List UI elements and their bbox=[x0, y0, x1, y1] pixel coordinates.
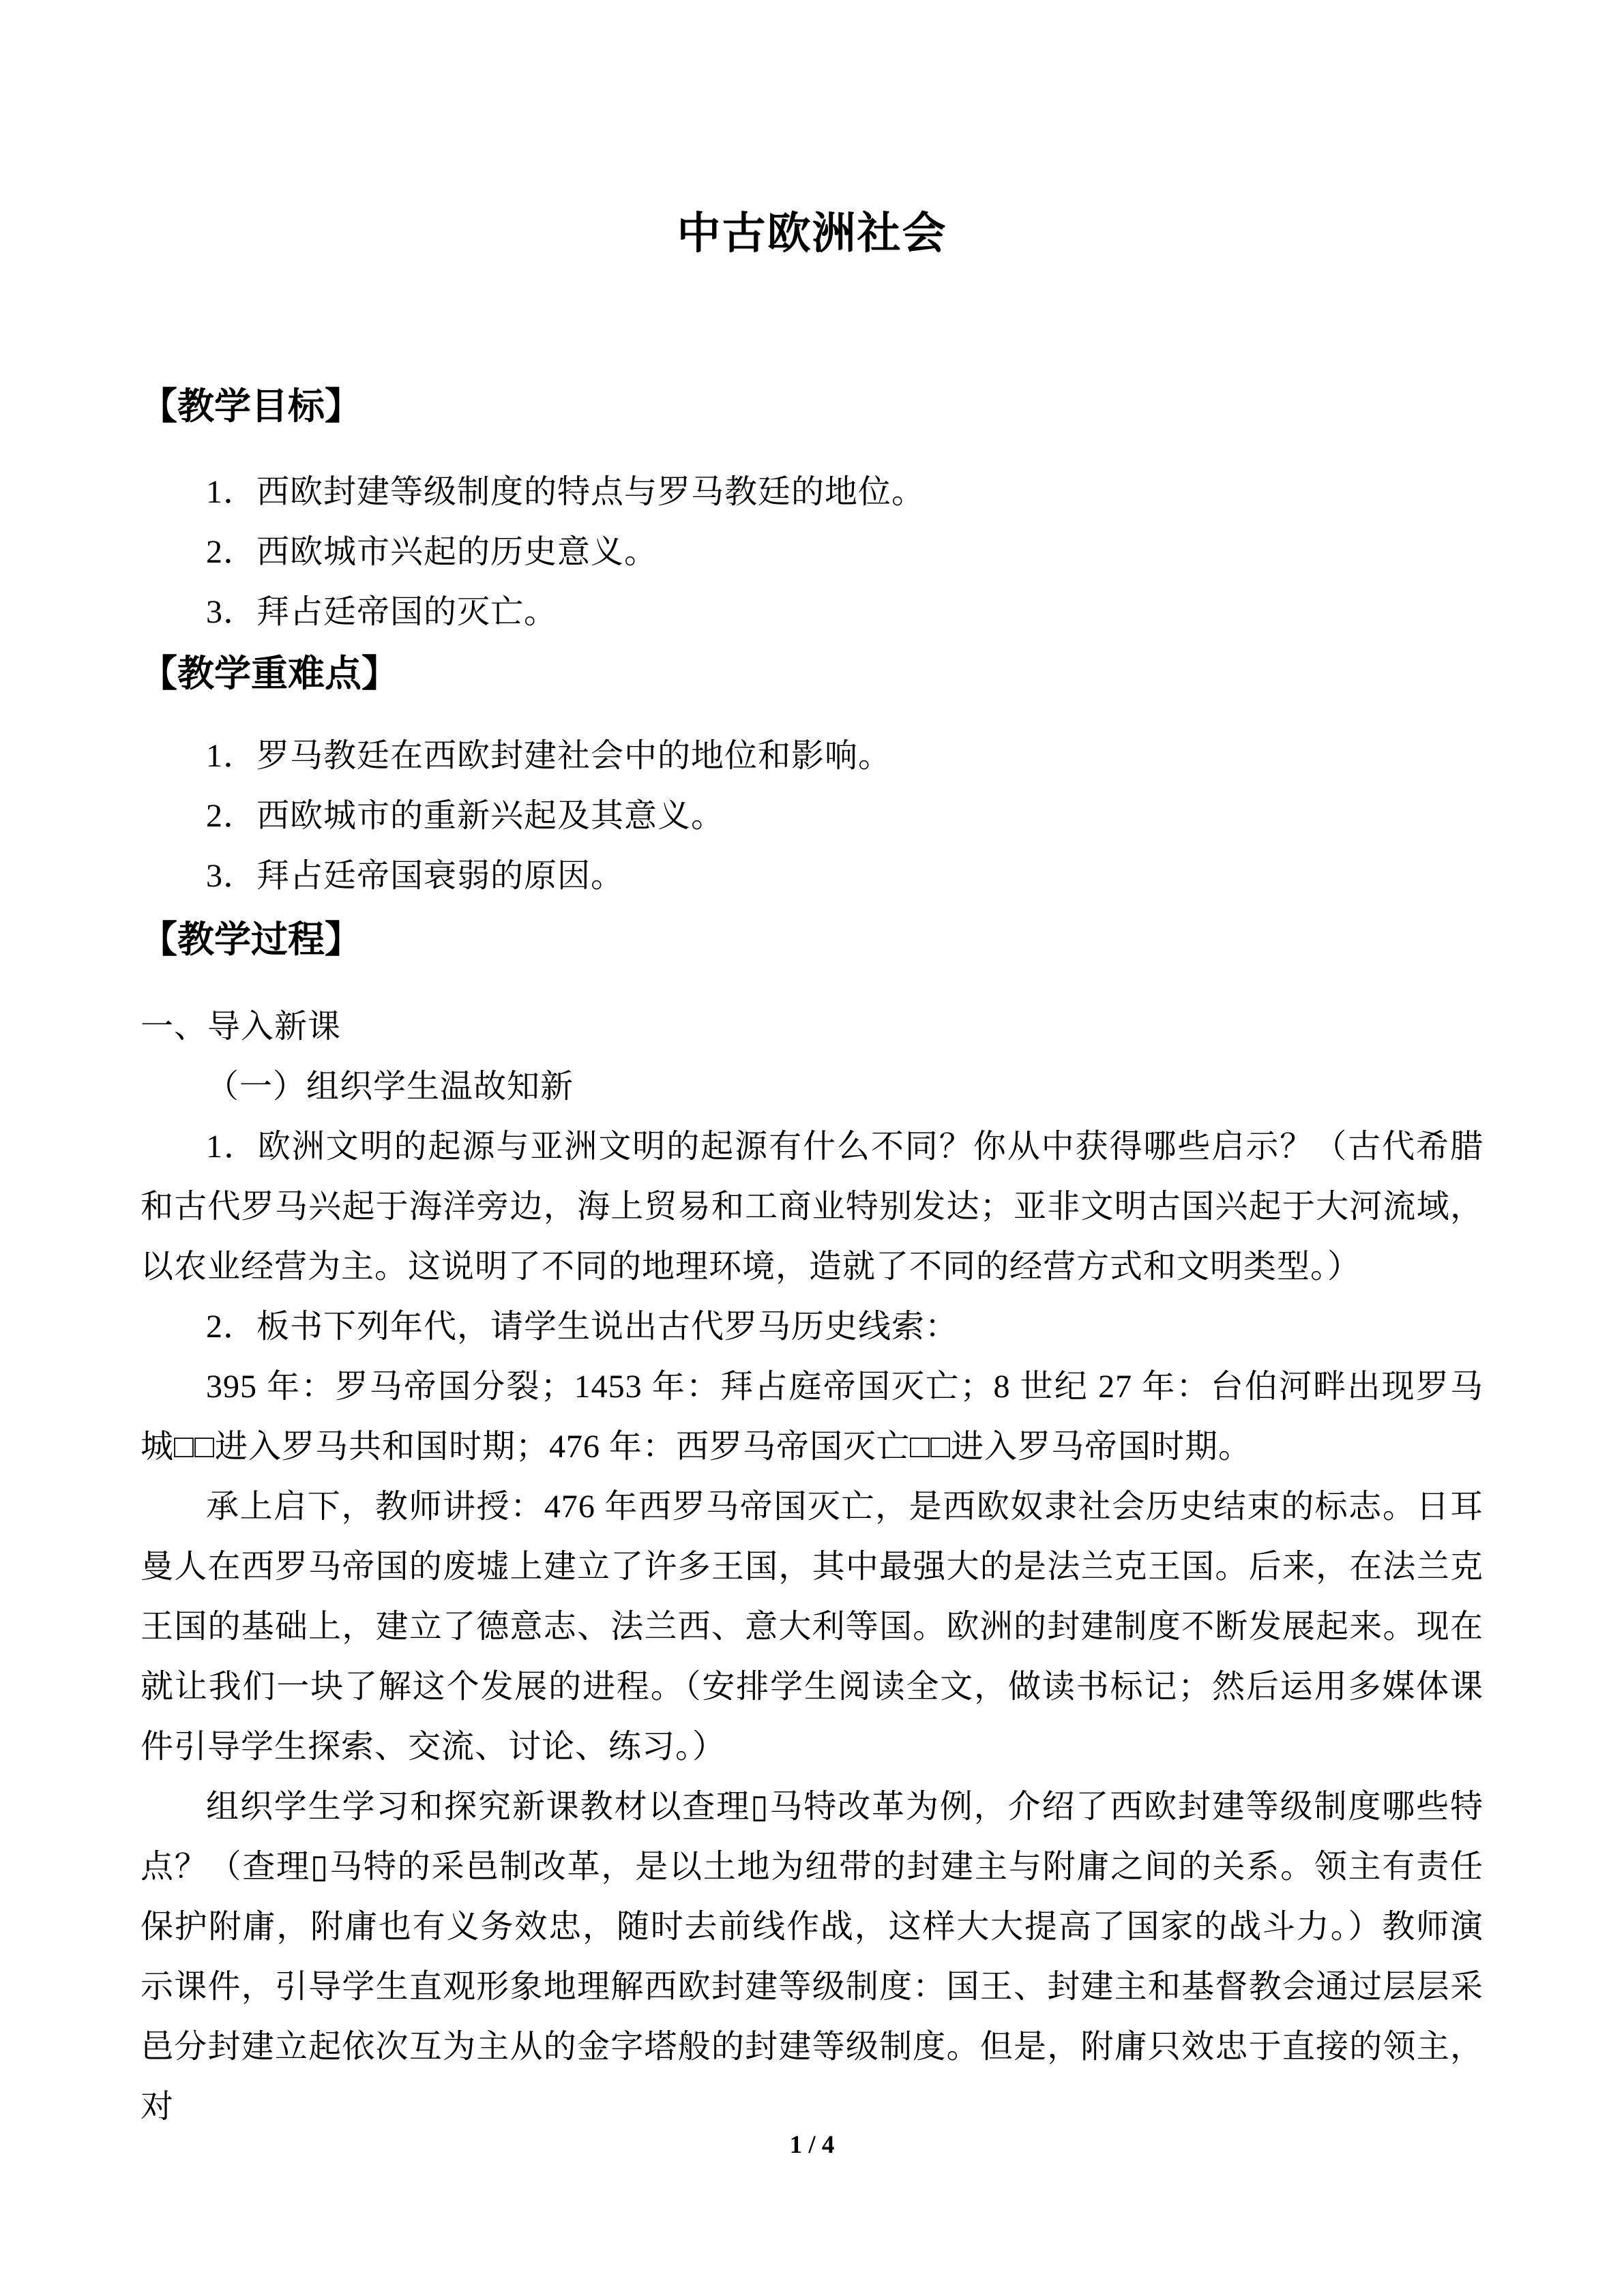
document-title: 中古欧洲社会 bbox=[677, 209, 947, 258]
paragraph-review-activity: （一）组织学生温故知新 bbox=[206, 1069, 574, 1105]
paragraph-charlemagne-reform: 组织学生学习和探究新课教材以查理▯马特改革为例，介绍了西欧封建等级制度哪些特点？（查理▯马特的采邑制改革，是以土地为纽带的封建主与附庸之间的关系。领主有责任保护附庸，附庸也有义务效忠，随时去前线作战，这样大大提高了国家的战斗力。）教师演示课件，引导学生直观形象地理解西欧封建等级制度：国王、封建主和基督教会通过层层采邑分封建立起依次互为主从的金字塔般的封建等级制度。但是，附庸只效忠于直接的领主，对 bbox=[141, 1789, 1483, 2125]
section-heading-teaching-objectives: 【教学目标】 bbox=[141, 386, 361, 427]
paragraph-teacher-lecture: 承上启下，教师讲授：476 年西罗马帝国灭亡，是西欧奴隶社会历史结束的标志。日耳曼人在西罗马帝国的废墟上建立了许多王国，其中最强大的是法兰克王国。后来，在法兰克王国的基础上，建立了德意志、法兰西、意大利等国。欧洲的封建制度不断发展起来。现在就让我们一块了解这个发展的进程。（安排学生阅读全文，做读书标记；然后运用多媒体课件引导学生探索、交流、讨论、练习。） bbox=[141, 1489, 1483, 1765]
objective-item: 1．西欧封建等级制度的特点与罗马教廷的地位。 bbox=[206, 474, 926, 510]
key-point-item: 3．拜占廷帝国衰弱的原因。 bbox=[206, 858, 625, 894]
paragraph-question-civilizations: 1．欧洲文明的起源与亚洲文明的起源有什么不同？你从中获得哪些启示？（古代希腊和古代罗马兴起于海洋旁边，海上贸易和工商业特别发达；亚非文明古国兴起于大河流域，以农业经营为主。这说明了不同的地理环境，造就了不同的经营方式和文明类型。） bbox=[141, 1129, 1483, 1285]
key-point-item: 2．西欧城市的重新兴起及其意义。 bbox=[206, 798, 725, 834]
objective-item: 2．西欧城市兴起的历史意义。 bbox=[206, 534, 658, 570]
teaching-process-content bbox=[141, 997, 1483, 2137]
section-heading-teaching-process: 【教学过程】 bbox=[141, 919, 361, 960]
paragraph-board-dates: 2．板书下列年代，请学生说出古代罗马历史线索： bbox=[206, 1309, 959, 1345]
key-points-list bbox=[141, 726, 1483, 906]
objective-item: 3．拜占廷帝国的灭亡。 bbox=[206, 594, 558, 630]
teaching-objectives-list bbox=[141, 462, 1483, 642]
paragraph-date-timeline: 395 年：罗马帝国分裂；1453 年：拜占庭帝国灭亡；8 世纪 27 年：台伯河畔出现罗马城□□进入罗马共和国时期；476 年：西罗马帝国灭亡□□进入罗马帝国时期。 bbox=[141, 1369, 1483, 1465]
page-number: 1 / 4 bbox=[789, 2131, 835, 2159]
key-point-item: 1．罗马教廷在西欧封建社会中的地位和影响。 bbox=[206, 738, 892, 774]
paragraph-lead-in-new-lesson: 一、导入新课 bbox=[141, 1009, 342, 1045]
section-heading-key-points: 【教学重难点】 bbox=[141, 653, 398, 694]
